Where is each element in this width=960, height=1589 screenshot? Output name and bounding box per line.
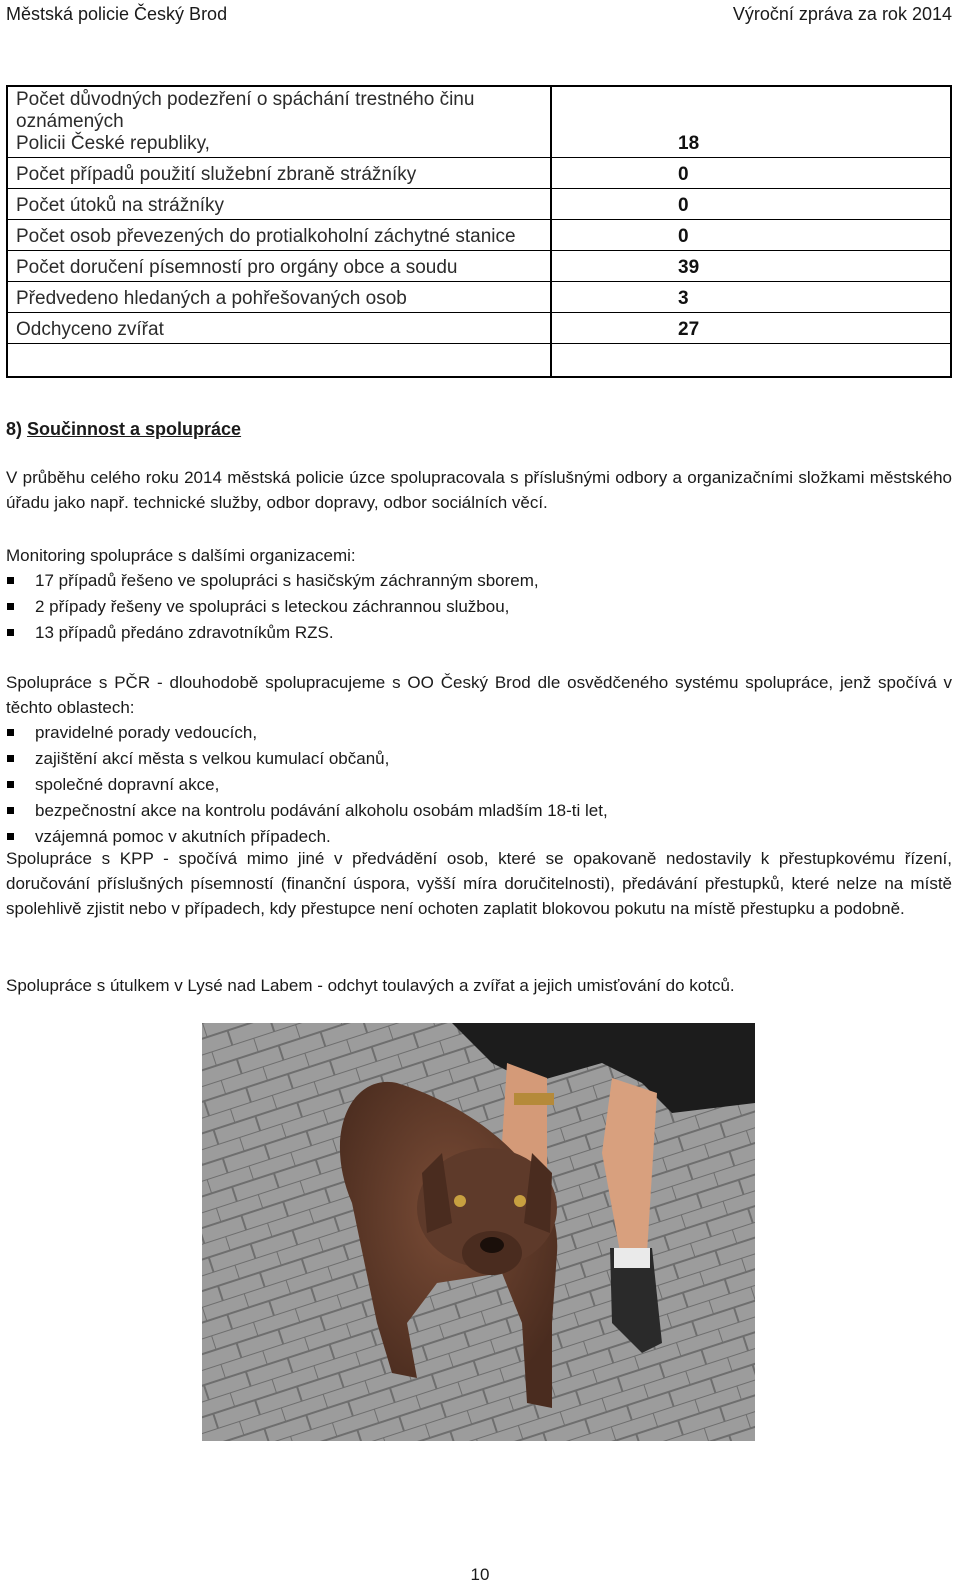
table-row: [7, 282, 951, 313]
kpp-paragraph: Spolupráce s KPP - spočívá mimo jiné v předvádění osob, které se opakovaně nedostavily k přestupkovému řízení, doručování příslušných písemností (finanční úspora, vyšší míra doručitelnosti), předávání přestupků, které nelze na místě spolehlivě zjistit nebo v případech, kdy přestupce není ochoten zaplatit blokovou pokutu na místě přestupku a podobně.: [6, 849, 952, 918]
table-row: [7, 313, 951, 344]
list-item: pravidelné porady vedoucích,: [6, 720, 952, 746]
intro-paragraph: V průběhu celého roku 2014 městská policie úzce spolupracovala s příslušnými odbory a organizačními složkami městského úřadu jako např. technické služby, odbor dopravy, odbor sociálních věcí.: [6, 468, 952, 512]
row-label: Počet důvodných podezření o spáchání trestného činu oznámených Policii České republiky,: [7, 86, 551, 158]
list-item: 13 případů předáno zdravotníkům RZS.: [6, 620, 952, 646]
header-report-title: Výroční zpráva za rok 2014: [732, 4, 952, 24]
table-row: [7, 86, 951, 158]
table-row-empty: [7, 344, 951, 378]
row-label: Počet osob převezených do protialkoholní záchytné stanice: [7, 220, 551, 251]
table-row: [7, 251, 951, 282]
list-item: bezpečnostní akce na kontrolu podávání alkoholu osobám mladším 18-ti let,: [6, 798, 952, 824]
section-number: 8): [6, 419, 23, 439]
header-organization: Městská policie Český Brod: [6, 4, 228, 24]
monitoring-list: [6, 568, 952, 646]
dog-photo-illustration: [202, 1023, 755, 1441]
statistics-table: [6, 85, 952, 378]
pcr-intro: Spolupráce s PČR - dlouhodobě spolupracujeme s OO Český Brod dle osvědčeného systému spolupráce, jenž spočívá v těchto oblastech:: [6, 673, 952, 717]
empty-cell: [551, 344, 951, 378]
row-label: Odchyceno zvířat: [7, 313, 551, 344]
row-value: 0: [551, 220, 951, 251]
section-heading: [6, 417, 952, 442]
table-row: [7, 158, 951, 189]
empty-cell: [7, 344, 551, 378]
list-item: společné dopravní akce,: [6, 772, 952, 798]
row-label: Předvedeno hledaných a pohřešovaných osob: [7, 282, 551, 313]
monitoring-intro: Monitoring spolupráce s dalšími organizacemi:: [6, 546, 356, 565]
row-value: 0: [551, 189, 951, 220]
table-row: [7, 189, 951, 220]
dog-eye-left: [454, 1195, 466, 1207]
monitoring-block: [6, 543, 952, 646]
row-value: 27: [551, 313, 951, 344]
row-label: Počet doručení písemností pro orgány obce a soudu: [7, 251, 551, 282]
dog-eye-right: [514, 1195, 526, 1207]
list-item: zajištění akcí města s velkou kumulací občanů,: [6, 746, 952, 772]
row-value: 18: [551, 86, 951, 158]
page-number: 10: [470, 1565, 490, 1584]
dog-photo: [202, 1023, 755, 1441]
row-value: 0: [551, 158, 951, 189]
list-item: 2 případy řešeny ve spolupráci s leteckou záchrannou službou,: [6, 594, 952, 620]
list-item: vzájemná pomoc v akutních případech.: [6, 824, 952, 850]
row-label: Počet útoků na strážníky: [7, 189, 551, 220]
row-value: 39: [551, 251, 951, 282]
sock: [614, 1248, 650, 1268]
row-value: 3: [551, 282, 951, 313]
section-title: Součinnost a spolupráce: [27, 419, 242, 439]
page-header: [6, 0, 952, 30]
pcr-list: [6, 720, 952, 850]
row-label: Počet případů použití služební zbraně strážníky: [7, 158, 551, 189]
pcr-block: [6, 670, 952, 850]
list-item: 17 případů řešeno ve spolupráci s hasičským záchranným sborem,: [6, 568, 952, 594]
shelter-paragraph: Spolupráce s útulkem v Lysé nad Labem - odchyt toulavých a zvířat a jejich umisťování do kotců.: [6, 976, 735, 995]
table-row: [7, 220, 951, 251]
dog-nose: [480, 1237, 504, 1253]
watch: [514, 1093, 554, 1105]
